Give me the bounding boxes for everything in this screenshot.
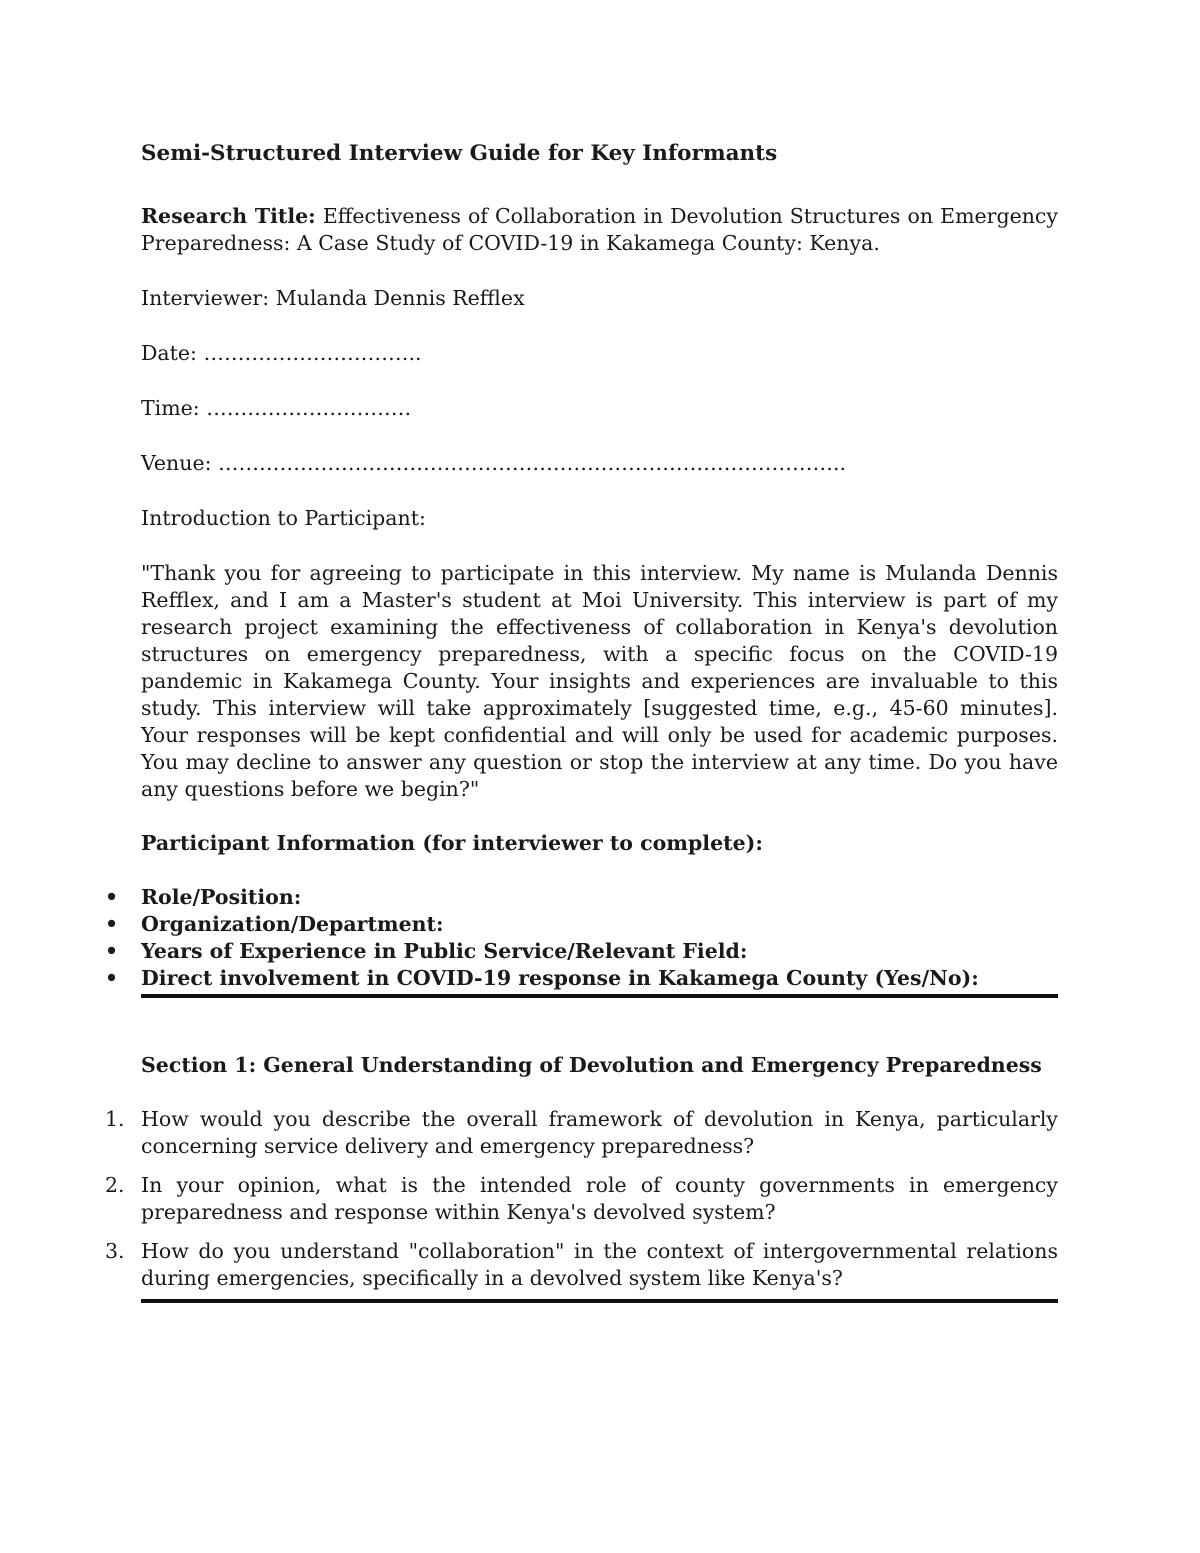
participant-item-experience [105,938,1058,965]
document-page [105,140,1058,1303]
participant-item-label: Organization/Department: [141,912,444,936]
horizontal-divider [141,994,1058,998]
bullet-icon: • [105,885,119,909]
participant-item-label: Years of Experience in Public Service/Relevant Field: [141,939,748,963]
bullet-icon: • [105,939,119,963]
participant-heading: Participant Information (for interviewer to complete): [141,831,763,855]
question-number: 3. [105,1239,125,1263]
research-title-label: Research Title: [141,204,316,228]
date-field: Date: ………………………….. [141,341,422,365]
document-title: Semi-Structured Interview Guide for Key Informants [141,141,778,166]
question-number: 1. [105,1107,125,1131]
time-field: Time: ………………………… [141,396,412,420]
question-item [105,1238,1058,1292]
question-item [105,1106,1058,1160]
research-title-text: Effectiveness of Collaboration in Devolution Structures on Emergency Preparedness: A Case Study of COVID-19 in Kakamega County: Kenya. [141,204,1058,255]
question-text: In your opinion, what is the intended role of county governments in emergency preparedness and response within Kenya's devolved system? [141,1173,1058,1224]
participant-item-covid-involvement [105,965,1058,992]
participant-item-label: Role/Position: [141,885,302,909]
question-item [105,1172,1058,1226]
bullet-icon: • [105,912,119,936]
participant-item-label: Direct involvement in COVID-19 response in Kakamega County (Yes/No): [141,966,979,990]
participant-info-list [105,884,1058,992]
intro-heading: Introduction to Participant: [141,506,426,530]
participant-item-organization [105,911,1058,938]
section-1-heading: Section 1: General Understanding of Devolution and Emergency Preparedness [141,1053,1042,1077]
interviewer-field: Interviewer: Mulanda Dennis Refflex [141,286,525,310]
bullet-icon: • [105,966,119,990]
question-text: How would you describe the overall framework of devolution in Kenya, particularly concerning service delivery and emergency preparedness? [141,1107,1058,1158]
section-1-questions [105,1106,1058,1292]
participant-item-role [105,884,1058,911]
intro-text: "Thank you for agreeing to participate in this interview. My name is Mulanda Dennis Refflex, and I am a Master's student at Moi University. This interview is part of my research project examining the effectiveness of collaboration in Kenya's devolution structures on emergency preparedness, with a specific focus on the COVID-19 pandemic in Kakamega County. Your insights and experiences are invaluable to this study. This interview will take approximately [suggested time, e.g., 45-60 minutes]. Your responses will be kept confidential and will only be used for academic purposes. You may decline to answer any question or stop the interview at any time. Do you have any questions before we begin?" [141,561,1058,801]
research-title-paragraph [141,203,1058,257]
horizontal-divider [141,1299,1058,1303]
question-text: How do you understand "collaboration" in the context of intergovernmental relations during emergencies, specifically in a devolved system like Kenya's? [141,1239,1058,1290]
question-number: 2. [105,1173,125,1197]
venue-field: Venue: ……………………………………………………………………………….. [141,451,847,475]
